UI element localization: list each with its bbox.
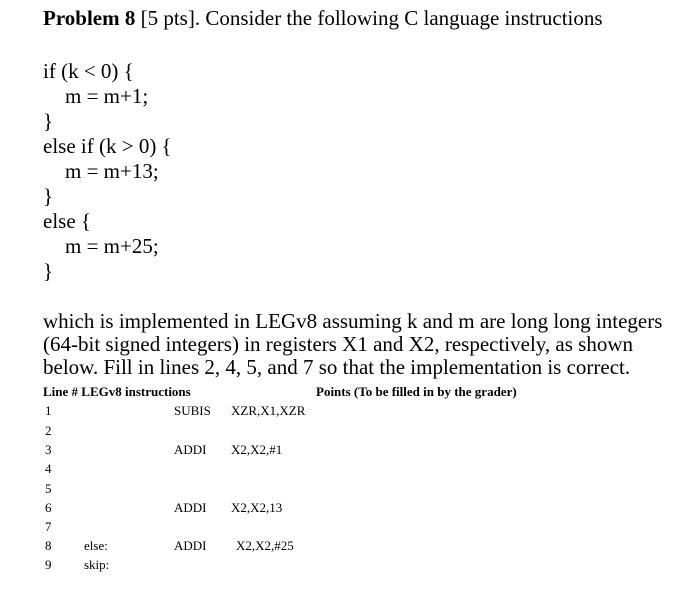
- line-number: 6: [45, 500, 52, 515]
- code-line: m = m+25;: [65, 234, 159, 258]
- problem-points: [5 pts].: [140, 6, 201, 30]
- code-line: }: [43, 184, 54, 208]
- line-number: 4: [45, 461, 52, 476]
- paragraph-line: which is implemented in LEGv8 assuming k and m are long long integers: [43, 309, 663, 333]
- problem-intro: Consider the following C language instructions: [205, 6, 603, 30]
- code-line: }: [43, 259, 54, 283]
- description-paragraph: [43, 310, 662, 379]
- problem-label: Problem 8: [43, 6, 136, 30]
- code-line: m = m+13;: [65, 159, 159, 183]
- line-number: 2: [45, 423, 52, 438]
- table-header-right: Points (To be filled in by the grader): [316, 384, 517, 399]
- instruction-args: XZR,X1,XZR: [231, 403, 306, 418]
- line-number: 5: [45, 481, 52, 496]
- code-line: else if (k > 0) {: [43, 134, 172, 158]
- problem-title: [43, 6, 603, 31]
- paragraph-line: below. Fill in lines 2, 4, 5, and 7 so that the implementation is correct.: [43, 355, 631, 379]
- code-line: }: [43, 109, 54, 133]
- line-number: 9: [45, 557, 52, 572]
- line-number: 8: [45, 538, 52, 553]
- instruction-args: X2,X2,#1: [231, 442, 283, 457]
- instruction-op: ADDI: [174, 538, 207, 553]
- paragraph-line: (64-bit signed integers) in registers X1 and X2, respectively, as shown: [43, 332, 633, 356]
- line-number: 1: [45, 403, 52, 418]
- line-number: 7: [45, 519, 52, 534]
- table-header-left: Line # LEGv8 instructions: [43, 384, 191, 399]
- code-line: else {: [43, 209, 91, 233]
- instruction-args: X2,X2,#25: [236, 538, 294, 553]
- code-line: if (k < 0) {: [43, 59, 134, 83]
- instruction-op: SUBIS: [174, 403, 211, 418]
- instruction-label: else:: [84, 538, 108, 553]
- instruction-args: X2,X2,13: [231, 500, 283, 515]
- instruction-label: skip:: [84, 557, 110, 572]
- code-line: m = m+1;: [65, 84, 149, 108]
- instruction-op: ADDI: [174, 442, 207, 457]
- instruction-op: ADDI: [174, 500, 207, 515]
- line-number: 3: [45, 442, 52, 457]
